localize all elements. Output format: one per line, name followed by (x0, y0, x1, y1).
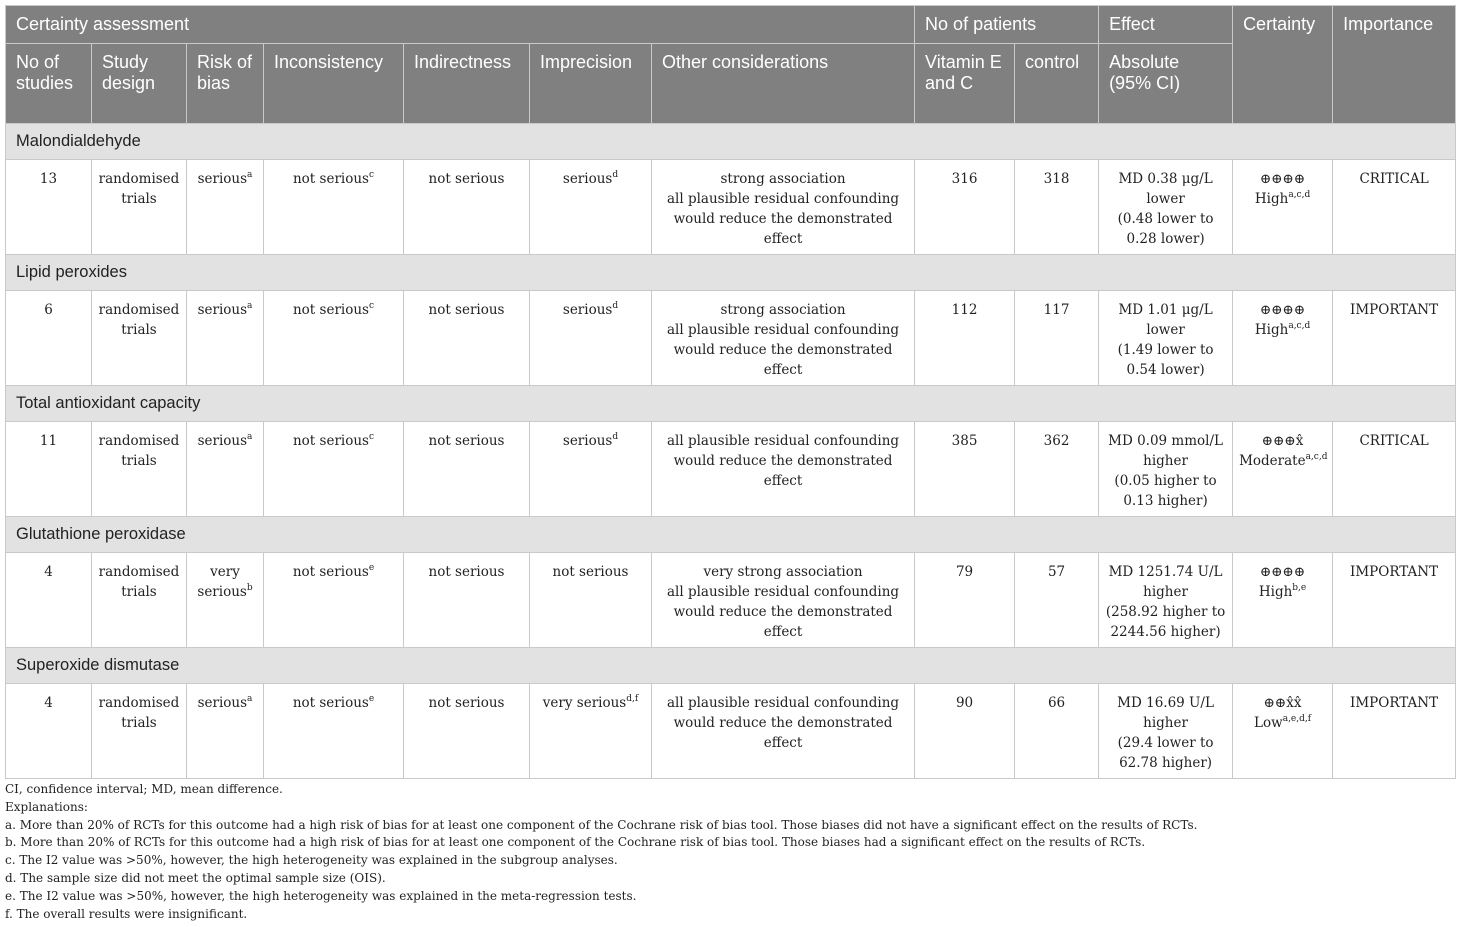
cell-certainty (1233, 684, 1333, 779)
cell-absolute-effect-line: (0.48 lower to 0.28 lower) (1117, 211, 1214, 247)
header-effect: Effect (1099, 6, 1233, 44)
footnote-marker: d,f (626, 694, 639, 704)
footnote-marker: d (612, 301, 619, 311)
cell-other-considerations (652, 291, 915, 386)
footnote-marker: c (368, 432, 375, 442)
footnote-line: a. More than 20% of RCTs for this outcome had a high risk of bias for at least one component of the Cochrane risk of bias tool. Those biases did not have a significant effect on the results of RCTs. (5, 817, 1198, 832)
outcome-name: Glutathione peroxidase (6, 517, 1456, 553)
cell-indirectness (404, 422, 530, 517)
cell-control-text: 66 (1047, 695, 1066, 711)
footnote-marker: a (247, 694, 253, 704)
header-control: control (1015, 44, 1099, 124)
cell-no-of-studies (6, 291, 92, 386)
cell-control-text: 57 (1047, 564, 1066, 580)
cell-inconsistency (264, 291, 404, 386)
table-row (6, 422, 1456, 517)
cell-risk-of-bias-text: serious (197, 695, 248, 711)
cell-absolute-effect-line: MD 1.01 μg/L lower (1118, 302, 1213, 338)
cell-study-design-text: randomised trials (98, 302, 180, 338)
cell-risk-of-bias-text: serious (197, 302, 248, 318)
cell-study-design (92, 553, 187, 648)
cell-certainty (1233, 553, 1333, 648)
cell-certainty (1233, 160, 1333, 255)
cell-risk-of-bias-text: very serious (197, 564, 247, 600)
cell-absolute-effect (1099, 160, 1233, 255)
table-footnotes (5, 781, 1197, 923)
footnote-marker: e (368, 694, 375, 704)
cell-control-text: 362 (1043, 433, 1070, 449)
cell-absolute-effect-line: (258.92 higher to 2244.56 higher) (1105, 604, 1226, 640)
cell-control (1015, 160, 1099, 255)
footnote-marker: c (368, 301, 375, 311)
cell-vitamin-e-and-c (915, 684, 1015, 779)
cell-imprecision-text: serious (562, 302, 613, 318)
certainty-label: Low (1254, 715, 1283, 731)
cell-inconsistency-text: not serious (292, 564, 369, 580)
header-vitamin-e-and-c: Vitamin E and C (915, 44, 1015, 124)
header-risk-of-bias: Risk of bias (187, 44, 264, 124)
cell-vitamin-e-and-c (915, 422, 1015, 517)
header-certainty-assessment: Certainty assessment (6, 6, 915, 44)
cell-study-design-text: randomised trials (98, 695, 180, 731)
cell-indirectness (404, 684, 530, 779)
header-no-of-patients: No of patients (915, 6, 1099, 44)
header-no-of-studies: No of studies (6, 44, 92, 124)
cell-importance (1333, 684, 1456, 779)
cell-indirectness-text: not serious (428, 302, 505, 318)
cell-no-of-studies-text: 6 (44, 302, 53, 318)
cell-no-of-studies-text: 13 (39, 171, 58, 187)
header-inconsistency: Inconsistency (264, 44, 404, 124)
cell-inconsistency (264, 684, 404, 779)
certainty-symbols: ⊕⊕⊕x̂ (1261, 433, 1304, 449)
cell-inconsistency-text: not serious (292, 433, 369, 449)
footnote-line: Explanations: (5, 799, 88, 814)
cell-control-text: 318 (1043, 171, 1070, 187)
cell-certainty (1233, 422, 1333, 517)
cell-indirectness (404, 160, 530, 255)
cell-importance (1333, 553, 1456, 648)
footnote-marker: a (247, 301, 253, 311)
header-study-design: Study design (92, 44, 187, 124)
cell-absolute-effect-line: (0.05 higher to 0.13 higher) (1114, 473, 1217, 509)
cell-control (1015, 684, 1099, 779)
cell-other-considerations (652, 422, 915, 517)
certainty-symbols: ⊕⊕⊕⊕ (1259, 564, 1306, 580)
cell-control (1015, 553, 1099, 648)
cell-indirectness-text: not serious (428, 564, 505, 580)
cell-study-design-text: randomised trials (98, 564, 180, 600)
cell-importance-text: IMPORTANT (1350, 695, 1439, 711)
cell-absolute-effect (1099, 553, 1233, 648)
footnote-marker: b (246, 583, 253, 593)
cell-imprecision (530, 553, 652, 648)
cell-other-considerations (652, 553, 915, 648)
cell-importance-text: IMPORTANT (1350, 564, 1439, 580)
cell-other-considerations-line: all plausible residual confounding would reduce the demonstrated effect (667, 584, 900, 640)
cell-imprecision (530, 291, 652, 386)
footnote-marker: d (612, 170, 619, 180)
cell-indirectness-text: not serious (428, 433, 505, 449)
cell-imprecision-text: very serious (542, 695, 627, 711)
cell-absolute-effect (1099, 422, 1233, 517)
cell-importance-text: IMPORTANT (1350, 302, 1439, 318)
cell-study-design (92, 422, 187, 517)
certainty-symbols: ⊕⊕⊕⊕ (1259, 302, 1306, 318)
footnote-marker: a (247, 432, 253, 442)
outcome-name: Lipid peroxides (6, 255, 1456, 291)
table-row (6, 684, 1456, 779)
cell-other-considerations-line: all plausible residual confounding would reduce the demonstrated effect (667, 322, 900, 378)
cell-no-of-studies-text: 11 (39, 433, 58, 449)
cell-study-design-text: randomised trials (98, 171, 180, 207)
cell-importance (1333, 160, 1456, 255)
cell-vitamin-e-and-c (915, 291, 1015, 386)
cell-inconsistency (264, 422, 404, 517)
cell-vitamin-e-and-c-text: 79 (955, 564, 974, 580)
cell-no-of-studies (6, 553, 92, 648)
certainty-label: Moderate (1239, 453, 1306, 469)
cell-indirectness-text: not serious (428, 171, 505, 187)
cell-risk-of-bias (187, 291, 264, 386)
footnote-line: f. The overall results were insignificant. (5, 906, 248, 921)
cell-imprecision (530, 684, 652, 779)
cell-vitamin-e-and-c (915, 160, 1015, 255)
cell-indirectness (404, 291, 530, 386)
footnote-line: b. More than 20% of RCTs for this outcome had a high risk of bias for at least one component of the Cochrane risk of bias tool. Those biases had a significant effect on the results of RCTs. (5, 835, 1146, 850)
table-row (6, 160, 1456, 255)
footnote-marker: d (612, 432, 619, 442)
cell-absolute-effect-line: MD 16.69 U/L higher (1117, 695, 1214, 731)
cell-risk-of-bias-text: serious (197, 171, 248, 187)
footnote-line: d. The sample size did not meet the optimal sample size (OIS). (5, 870, 386, 885)
cell-risk-of-bias-text: serious (197, 433, 248, 449)
cell-absolute-effect-line: (1.49 lower to 0.54 lower) (1117, 342, 1214, 378)
cell-inconsistency-text: not serious (292, 302, 369, 318)
cell-risk-of-bias (187, 160, 264, 255)
header-importance: Importance (1333, 6, 1456, 124)
cell-vitamin-e-and-c-text: 112 (951, 302, 978, 318)
cell-other-considerations (652, 160, 915, 255)
footnote-line: CI, confidence interval; MD, mean difference. (5, 782, 283, 796)
footnote-marker: c (368, 170, 375, 180)
cell-vitamin-e-and-c-text: 316 (951, 171, 978, 187)
cell-absolute-effect (1099, 684, 1233, 779)
cell-indirectness-text: not serious (428, 695, 505, 711)
cell-study-design (92, 160, 187, 255)
outcome-section-row (6, 648, 1456, 684)
cell-no-of-studies-text: 4 (44, 695, 53, 711)
cell-study-design (92, 291, 187, 386)
cell-inconsistency (264, 160, 404, 255)
footnote-marker: e (368, 563, 375, 573)
table-row (6, 553, 1456, 648)
cell-importance-text: CRITICAL (1359, 171, 1429, 187)
footnote-marker: b,e (1292, 583, 1307, 593)
cell-other-considerations-line: all plausible residual confounding would reduce the demonstrated effect (667, 695, 900, 751)
grade-table-container (5, 5, 1455, 779)
cell-inconsistency-text: not serious (292, 171, 369, 187)
cell-risk-of-bias (187, 422, 264, 517)
cell-imprecision-text: not serious (552, 564, 629, 580)
cell-no-of-studies (6, 160, 92, 255)
footnote-marker: a,e,d,f (1282, 714, 1312, 724)
footnote-marker: a,c,d (1288, 321, 1311, 331)
cell-absolute-effect (1099, 291, 1233, 386)
outcome-section-row (6, 124, 1456, 160)
table-body (6, 124, 1456, 779)
cell-control (1015, 422, 1099, 517)
cell-absolute-effect-line: MD 0.09 mmol/L higher (1108, 433, 1223, 469)
cell-study-design (92, 684, 187, 779)
outcome-section-row (6, 517, 1456, 553)
cell-inconsistency (264, 553, 404, 648)
table-row (6, 291, 1456, 386)
cell-imprecision (530, 422, 652, 517)
outcome-section-row (6, 386, 1456, 422)
certainty-symbols: ⊕⊕⊕⊕ (1259, 171, 1306, 187)
cell-no-of-studies (6, 684, 92, 779)
cell-other-considerations-line: strong association (720, 171, 846, 187)
cell-control-text: 117 (1043, 302, 1070, 318)
table-header (6, 6, 1456, 124)
outcome-section-row (6, 255, 1456, 291)
certainty-symbols: ⊕⊕x̂x̂ (1263, 695, 1302, 711)
cell-risk-of-bias (187, 553, 264, 648)
cell-absolute-effect-line: (29.4 lower to 62.78 higher) (1117, 735, 1214, 771)
cell-risk-of-bias (187, 684, 264, 779)
cell-study-design-text: randomised trials (98, 433, 180, 469)
certainty-label: High (1254, 191, 1289, 207)
footnote-marker: a,c,d (1288, 190, 1311, 200)
certainty-label: High (1258, 584, 1293, 600)
cell-vitamin-e-and-c-text: 90 (955, 695, 974, 711)
footnote-marker: a,c,d (1305, 452, 1328, 462)
cell-imprecision-text: serious (562, 433, 613, 449)
footnote-line: e. The I2 value was >50%, however, the high heterogeneity was explained in the meta-regression tests. (5, 888, 637, 903)
footnote-marker: a (247, 170, 253, 180)
cell-no-of-studies-text: 4 (44, 564, 53, 580)
cell-no-of-studies (6, 422, 92, 517)
cell-other-considerations-line: strong association (720, 302, 846, 318)
cell-imprecision (530, 160, 652, 255)
cell-importance (1333, 422, 1456, 517)
cell-control (1015, 291, 1099, 386)
cell-absolute-effect-line: MD 0.38 μg/L lower (1118, 171, 1213, 207)
cell-inconsistency-text: not serious (292, 695, 369, 711)
cell-vitamin-e-and-c-text: 385 (951, 433, 978, 449)
cell-importance-text: CRITICAL (1359, 433, 1429, 449)
grade-evidence-table (5, 5, 1456, 779)
cell-imprecision-text: serious (562, 171, 613, 187)
cell-certainty (1233, 291, 1333, 386)
cell-other-considerations-line: all plausible residual confounding would reduce the demonstrated effect (667, 433, 900, 489)
header-absolute: Absolute (95% CI) (1099, 44, 1233, 124)
outcome-name: Malondialdehyde (6, 124, 1456, 160)
header-indirectness: Indirectness (404, 44, 530, 124)
header-certainty: Certainty (1233, 6, 1333, 124)
footnote-line: c. The I2 value was >50%, however, the high heterogeneity was explained in the subgroup analyses. (5, 853, 618, 868)
cell-importance (1333, 291, 1456, 386)
certainty-label: High (1254, 322, 1289, 338)
header-other-considerations: Other considerations (652, 44, 915, 124)
header-imprecision: Imprecision (530, 44, 652, 124)
cell-other-considerations (652, 684, 915, 779)
cell-other-considerations-line: all plausible residual confounding would reduce the demonstrated effect (667, 191, 900, 247)
outcome-name: Superoxide dismutase (6, 648, 1456, 684)
cell-absolute-effect-line: MD 1251.74 U/L higher (1108, 564, 1223, 600)
cell-indirectness (404, 553, 530, 648)
outcome-name: Total antioxidant capacity (6, 386, 1456, 422)
cell-other-considerations-line: very strong association (703, 564, 863, 580)
cell-vitamin-e-and-c (915, 553, 1015, 648)
